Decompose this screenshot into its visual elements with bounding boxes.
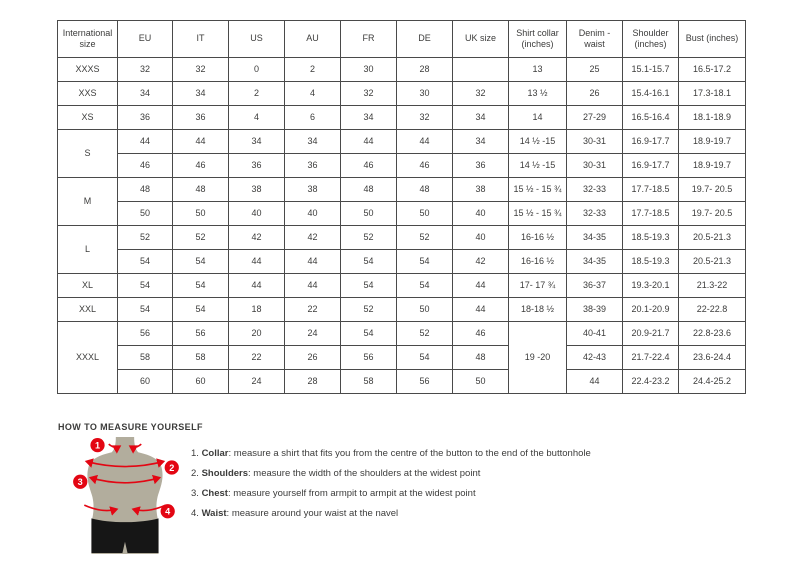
table-cell: 18.5-19.3 [623, 226, 679, 250]
table-cell: 60 [173, 370, 229, 394]
table-cell: 20.1-20.9 [623, 298, 679, 322]
table-cell: 19.7- 20.5 [679, 178, 746, 202]
table-cell: 30 [341, 58, 397, 82]
table-cell: XXXS [58, 58, 118, 82]
table-cell: 34 [285, 130, 341, 154]
table-row [58, 58, 746, 82]
table-row [58, 154, 746, 178]
table-cell: 58 [341, 370, 397, 394]
table-cell: 38 [285, 178, 341, 202]
table-cell: 56 [173, 322, 229, 346]
table-row [58, 250, 746, 274]
table-cell: 36 [229, 154, 285, 178]
table-cell: 46 [173, 154, 229, 178]
table-cell: 50 [173, 202, 229, 226]
table-header-row [58, 21, 746, 58]
table-cell: 54 [341, 274, 397, 298]
table-cell: 58 [173, 346, 229, 370]
marker-3-label: 3 [77, 477, 83, 488]
table-cell: 36 [453, 154, 509, 178]
table-cell: 22.8-23.6 [679, 322, 746, 346]
table-row [58, 226, 746, 250]
table-row [58, 178, 746, 202]
table-cell: 34-35 [567, 226, 623, 250]
table-cell: 54 [397, 250, 453, 274]
table-cell: 16.5-17.2 [679, 58, 746, 82]
table-cell: 54 [397, 274, 453, 298]
table-cell: L [58, 226, 118, 274]
table-cell: 50 [118, 202, 173, 226]
table-cell: 17.7-18.5 [623, 178, 679, 202]
table-cell: 24.4-25.2 [679, 370, 746, 394]
table-cell: 44 [118, 130, 173, 154]
column-header: Denim - waist [567, 21, 623, 58]
table-cell: 44 [285, 250, 341, 274]
column-header: DE [397, 21, 453, 58]
table-cell: 17.3-18.1 [679, 82, 746, 106]
table-cell: 24 [229, 370, 285, 394]
table-cell: 24 [285, 322, 341, 346]
table-cell: 28 [397, 58, 453, 82]
column-header: International size [58, 21, 118, 58]
table-cell: 27-29 [567, 106, 623, 130]
table-cell: 54 [341, 322, 397, 346]
marker-2-label: 2 [169, 462, 175, 473]
table-cell: 42-43 [567, 346, 623, 370]
size-guide-page [57, 20, 746, 561]
table-cell: 34 [453, 106, 509, 130]
table-cell: 30-31 [567, 130, 623, 154]
table-cell: 56 [341, 346, 397, 370]
table-cell: 36-37 [567, 274, 623, 298]
table-cell: 48 [341, 178, 397, 202]
table-cell: 15.4-16.1 [623, 82, 679, 106]
table-cell: 54 [118, 274, 173, 298]
table-cell: 52 [118, 226, 173, 250]
table-cell: 6 [285, 106, 341, 130]
table-cell: 46 [397, 154, 453, 178]
table-cell: 46 [118, 154, 173, 178]
table-cell: 58 [118, 346, 173, 370]
table-cell: 44 [453, 298, 509, 322]
table-cell: 48 [453, 346, 509, 370]
table-cell: 46 [453, 322, 509, 346]
table-cell: 16-16 ½ [509, 250, 567, 274]
table-cell: 16.5-16.4 [623, 106, 679, 130]
table-cell: 19 -20 [509, 322, 567, 394]
table-cell: 13 [509, 58, 567, 82]
table-cell: 44 [341, 130, 397, 154]
table-cell: XS [58, 106, 118, 130]
table-cell: 22 [229, 346, 285, 370]
table-row [58, 346, 746, 370]
table-cell: 32 [118, 58, 173, 82]
size-chart-table [57, 20, 746, 394]
table-cell: 54 [397, 346, 453, 370]
table-cell: 30-31 [567, 154, 623, 178]
table-cell: 52 [341, 298, 397, 322]
table-row [58, 274, 746, 298]
table-cell: 23.6-24.4 [679, 346, 746, 370]
table-cell: 34-35 [567, 250, 623, 274]
table-cell: 32 [453, 82, 509, 106]
table-cell: 16.9-17.7 [623, 130, 679, 154]
table-cell: 2 [285, 58, 341, 82]
table-cell: 18.1-18.9 [679, 106, 746, 130]
table-cell: 38 [453, 178, 509, 202]
table-cell: 54 [173, 250, 229, 274]
table-cell: 44 [229, 250, 285, 274]
table-cell: 56 [118, 322, 173, 346]
table-cell: 14 [509, 106, 567, 130]
table-cell: 42 [453, 250, 509, 274]
table-cell: 22-22.8 [679, 298, 746, 322]
table-cell: 32 [341, 82, 397, 106]
table-cell: 15.1-15.7 [623, 58, 679, 82]
table-cell: 48 [173, 178, 229, 202]
table-cell: M [58, 178, 118, 226]
table-cell: 15 ½ - 15 ¾ [509, 202, 567, 226]
measure-instruction: 4. Waist: measure around your waist at the navel [191, 508, 399, 519]
table-cell: 19.3-20.1 [623, 274, 679, 298]
mannequin-figure [63, 436, 189, 561]
measure-section [57, 422, 746, 561]
table-cell: 42 [285, 226, 341, 250]
table-row [58, 202, 746, 226]
measure-instructions [191, 436, 591, 519]
table-cell: 36 [118, 106, 173, 130]
table-cell: 50 [341, 202, 397, 226]
table-cell: 13 ½ [509, 82, 567, 106]
table-cell: 17- 17 ¾ [509, 274, 567, 298]
table-cell: 20.5-21.3 [679, 250, 746, 274]
torso-illustration-icon [63, 436, 189, 556]
table-cell: 34 [173, 82, 229, 106]
table-cell: 38 [229, 178, 285, 202]
table-cell: 54 [341, 250, 397, 274]
table-cell: XXL [58, 298, 118, 322]
table-cell: 20.5-21.3 [679, 226, 746, 250]
table-cell: 28 [285, 370, 341, 394]
table-row [58, 106, 746, 130]
column-header: UK size [453, 21, 509, 58]
table-row [58, 130, 746, 154]
table-cell: S [58, 130, 118, 178]
table-cell: 20.9-21.7 [623, 322, 679, 346]
column-header: FR [341, 21, 397, 58]
table-cell: 25 [567, 58, 623, 82]
column-header: EU [118, 21, 173, 58]
table-cell: 52 [173, 226, 229, 250]
table-cell: 54 [173, 298, 229, 322]
size-table-body [58, 58, 746, 394]
table-cell: 34 [453, 130, 509, 154]
column-header: US [229, 21, 285, 58]
column-header: Shirt collar (inches) [509, 21, 567, 58]
table-cell: 18.9-19.7 [679, 154, 746, 178]
table-cell: 18.5-19.3 [623, 250, 679, 274]
table-cell: 18 [229, 298, 285, 322]
table-cell: 32-33 [567, 178, 623, 202]
table-cell: 44 [229, 274, 285, 298]
table-cell: 34 [118, 82, 173, 106]
table-cell: 30 [397, 82, 453, 106]
table-cell: 44 [173, 130, 229, 154]
table-cell: 0 [229, 58, 285, 82]
measure-instruction: 2. Shoulders: measure the width of the shoulders at the widest point [191, 468, 481, 479]
table-cell: 22 [285, 298, 341, 322]
table-cell: 14 ½ -15 [509, 154, 567, 178]
table-cell: 4 [229, 106, 285, 130]
table-cell: 26 [567, 82, 623, 106]
table-cell: 21.3-22 [679, 274, 746, 298]
table-cell: 54 [173, 274, 229, 298]
table-cell: 54 [118, 250, 173, 274]
table-cell: 52 [341, 226, 397, 250]
table-cell: XXS [58, 82, 118, 106]
table-cell: 22.4-23.2 [623, 370, 679, 394]
table-row [58, 82, 746, 106]
table-cell: 40 [453, 226, 509, 250]
table-cell: 40 [285, 202, 341, 226]
table-cell: 40 [453, 202, 509, 226]
measure-heading: HOW TO MEASURE YOURSELF [58, 422, 203, 432]
column-header: Bust (inches) [679, 21, 746, 58]
marker-1-label: 1 [94, 440, 101, 451]
table-cell: 44 [285, 274, 341, 298]
table-cell: 20 [229, 322, 285, 346]
table-cell: 50 [397, 298, 453, 322]
table-cell: 40-41 [567, 322, 623, 346]
table-cell: 36 [173, 106, 229, 130]
table-row [58, 298, 746, 322]
table-row [58, 322, 746, 346]
table-cell: 14 ½ -15 [509, 130, 567, 154]
table-cell: 44 [397, 130, 453, 154]
table-cell: 48 [118, 178, 173, 202]
table-cell: 32 [397, 106, 453, 130]
table-cell: 18-18 ½ [509, 298, 567, 322]
table-cell: 16-16 ½ [509, 226, 567, 250]
table-cell: 2 [229, 82, 285, 106]
measure-instruction: 3. Chest: measure yourself from armpit to armpit at the widest point [191, 488, 476, 499]
table-cell: 34 [341, 106, 397, 130]
table-cell: 56 [397, 370, 453, 394]
table-cell: 52 [397, 322, 453, 346]
table-cell: 15 ½ - 15 ¾ [509, 178, 567, 202]
measure-instruction: 1. Collar: measure a shirt that fits you from the centre of the button to the end of the buttonhole [191, 448, 591, 459]
table-cell: 32-33 [567, 202, 623, 226]
table-cell: 18.9-19.7 [679, 130, 746, 154]
column-header: Shoulder (inches) [623, 21, 679, 58]
table-cell: 50 [397, 202, 453, 226]
marker-4-label: 4 [165, 506, 171, 517]
table-cell: 52 [397, 226, 453, 250]
table-row [58, 370, 746, 394]
table-cell: 48 [397, 178, 453, 202]
table-cell: XL [58, 274, 118, 298]
table-cell: 54 [118, 298, 173, 322]
table-cell: XXXL [58, 322, 118, 394]
table-cell [453, 58, 509, 82]
table-cell: 26 [285, 346, 341, 370]
table-cell: 42 [229, 226, 285, 250]
table-cell: 44 [567, 370, 623, 394]
table-cell: 21.7-22.4 [623, 346, 679, 370]
table-cell: 19.7- 20.5 [679, 202, 746, 226]
table-cell: 44 [453, 274, 509, 298]
table-cell: 4 [285, 82, 341, 106]
table-cell: 32 [173, 58, 229, 82]
table-cell: 16.9-17.7 [623, 154, 679, 178]
table-cell: 38-39 [567, 298, 623, 322]
table-cell: 17.7-18.5 [623, 202, 679, 226]
column-header: AU [285, 21, 341, 58]
table-cell: 50 [453, 370, 509, 394]
table-cell: 40 [229, 202, 285, 226]
column-header: IT [173, 21, 229, 58]
table-cell: 60 [118, 370, 173, 394]
table-cell: 34 [229, 130, 285, 154]
table-cell: 36 [285, 154, 341, 178]
table-cell: 46 [341, 154, 397, 178]
